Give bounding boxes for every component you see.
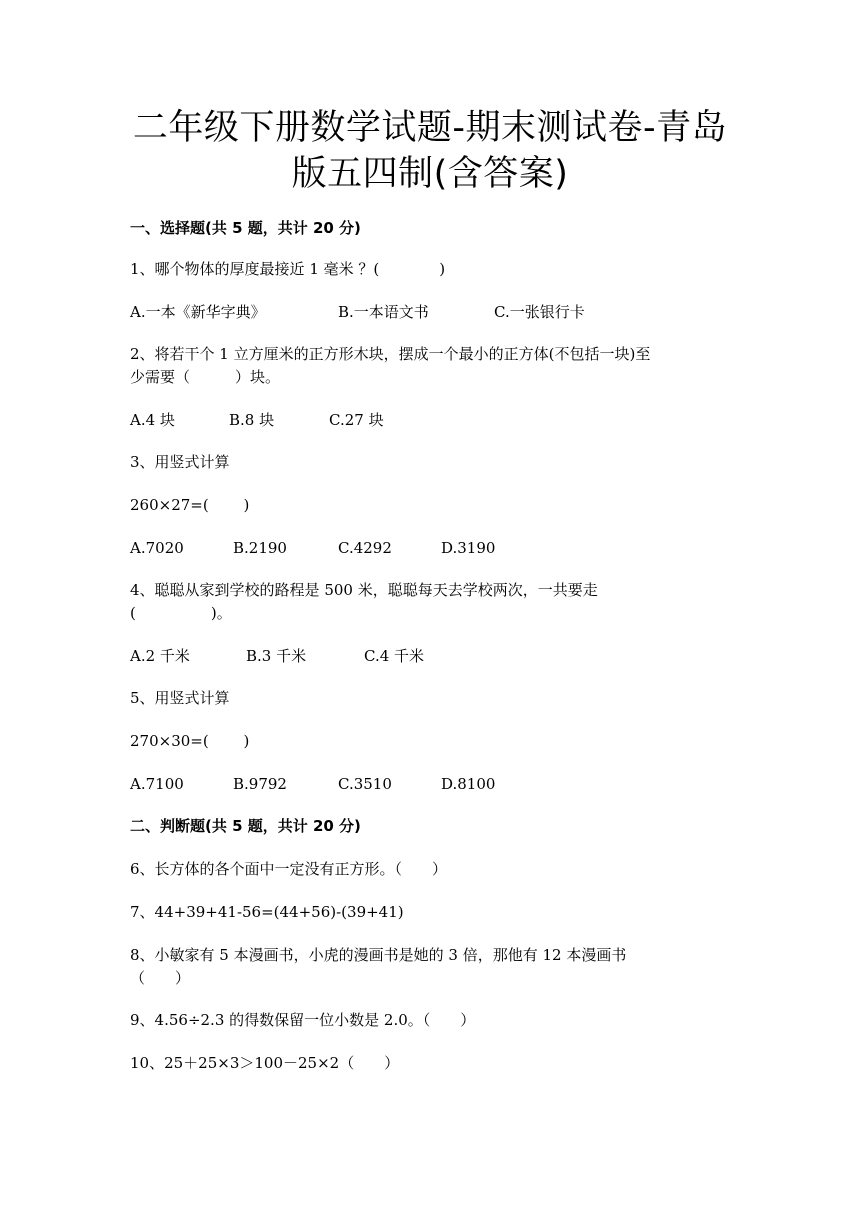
question-1-option-c: C.一张银行卡 [494,303,585,321]
question-1-option-b: B.一本语文书 [338,303,429,321]
question-5-option-a: A.7100 [130,775,184,793]
question-4-stem-line-1: 4、聪聪从家到学校的路程是 500 米，聪聪每天去学校两次，一共要走 [130,581,598,599]
question-2-option-b: B.8 块 [229,411,275,429]
question-3-expression: 260×27=( ) [130,496,250,514]
question-7-stem: 7、44+39+41-56=(44+56)-(39+41) [130,903,404,921]
question-9-stem: 9、4.56÷2.3 的得数保留一位小数是 2.0。（ ） [130,1011,476,1029]
question-2-stem-line-2: 少需要（ ）块。 [130,368,281,386]
question-4-option-c: C.4 千米 [364,647,425,665]
question-5-option-c: C.3510 [338,775,392,793]
question-6-stem: 6、长方体的各个面中一定没有正方形。（ ） [130,860,448,878]
question-3-option-d: D.3190 [441,539,496,557]
question-5-stem: 5、用竖式计算 [130,689,230,707]
page-title-line-1: 二年级下册数学试题-期末测试卷-青岛 [132,108,728,148]
question-10-stem: 10、25＋25×3＞100－25×2（ ） [130,1054,400,1072]
question-5-option-d: D.8100 [441,775,496,793]
question-1-option-a: A.一本《新华字典》 [130,303,266,321]
question-3-option-b: B.2190 [233,539,287,557]
question-1-stem: 1、哪个物体的厚度最接近 1 毫米 ？( ) [130,260,446,278]
section-heading-true-false: 二、判断题(共 5 题，共计 20 分) [130,817,361,835]
question-4-option-b: B.3 千米 [246,647,307,665]
question-3-option-c: C.4292 [338,539,392,557]
section-heading-choice: 一、选择题(共 5 题，共计 20 分) [130,219,361,237]
page-title-line-2: 版五四制(含答案) [291,154,569,194]
question-2-option-c: C.27 块 [329,411,384,429]
question-4-option-a: A.2 千米 [130,647,190,665]
question-8-stem-line-2: （ ） [130,969,191,987]
question-3-stem: 3、用竖式计算 [130,453,230,471]
question-2-stem-line-1: 2、将若干个 1 立方厘米的正方形木块，摆成一个最小的正方体(不包括一块)至 [130,345,651,363]
question-3-option-a: A.7020 [130,539,184,557]
question-5-expression: 270×30=( ) [130,732,250,750]
question-8-stem-line-1: 8、小敏家有 5 本漫画书，小虎的漫画书是她的 3 倍，那他有 12 本漫画书 [130,946,627,964]
question-4-stem-line-2: ( )。 [130,604,232,622]
question-5-option-b: B.9792 [233,775,287,793]
question-2-option-a: A.4 块 [130,411,175,429]
